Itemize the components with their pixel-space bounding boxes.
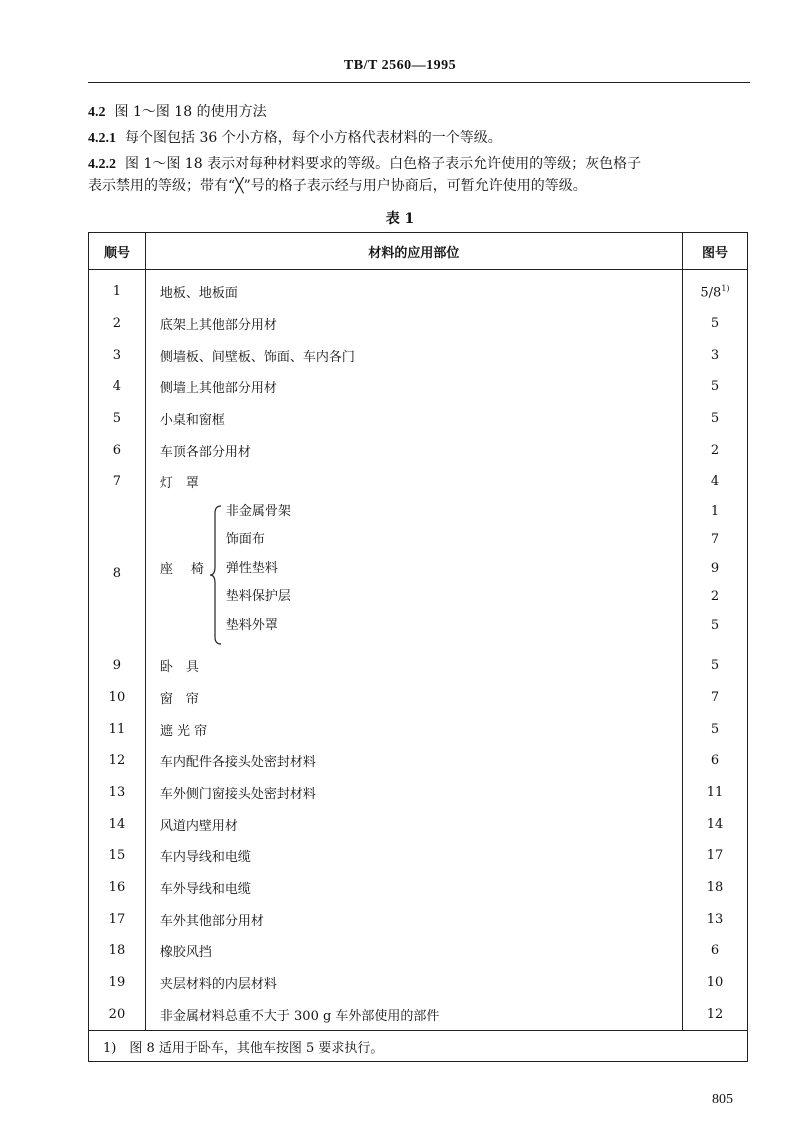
- row-fig: 12: [682, 998, 747, 1030]
- table-row: [89, 403, 748, 435]
- table-row-seat: [89, 498, 748, 650]
- row-fig: 5: [682, 713, 747, 745]
- table-row: [89, 270, 748, 308]
- row-fig: 17: [682, 840, 747, 872]
- table-row: [89, 434, 748, 466]
- table-row: [89, 998, 748, 1030]
- row-part: 夹层材料的内层材料: [145, 967, 682, 999]
- row-fig: 5: [682, 371, 747, 403]
- row-part: 车外侧门窗接头处密封材料: [145, 777, 682, 809]
- header-no: 顺号: [89, 233, 146, 270]
- table-row: [89, 808, 748, 840]
- table-row: [89, 840, 748, 872]
- row-part: 车外其他部分用材: [145, 903, 682, 935]
- row-part: 地板、地板面: [145, 270, 682, 308]
- row-no: 11: [89, 713, 146, 745]
- seat-label: 座椅: [159, 561, 222, 577]
- row-no: 20: [89, 998, 146, 1030]
- row-no: 5: [89, 403, 146, 435]
- table-row: [89, 777, 748, 809]
- seat-sub-list: [226, 498, 291, 641]
- row-part: 非金属材料总重不大于 300 g 车外部使用的部件: [145, 998, 682, 1030]
- table-row: [89, 903, 748, 935]
- footnote-ref: 1): [721, 283, 730, 293]
- seat-sub-item: 垫料外罩: [225, 617, 278, 633]
- section-number: 4.2.2: [88, 157, 116, 172]
- seat-fig: 7: [710, 532, 720, 548]
- row-no: 10: [89, 682, 146, 714]
- row-part: 窗 帘: [145, 682, 682, 714]
- row-part: 小桌和窗框: [145, 403, 682, 435]
- row-part: 车内导线和电缆: [145, 840, 682, 872]
- seat-fig: 5: [710, 617, 720, 633]
- table-row: [89, 339, 748, 371]
- row-fig: 14: [682, 808, 747, 840]
- table-row: [89, 650, 748, 682]
- row-part: 卧 具: [145, 650, 682, 682]
- section-number: 4.2: [88, 105, 106, 120]
- materials-table: [88, 232, 748, 1062]
- table-row: [89, 935, 748, 967]
- row-part: 灯 罩: [145, 466, 682, 498]
- brace-icon: [210, 505, 222, 645]
- row-part: 车顶各部分用材: [145, 434, 682, 466]
- row-fig: [682, 270, 747, 308]
- seat-fig: 2: [710, 589, 720, 605]
- row-fig: 11: [682, 777, 747, 809]
- seat-fig-cell: [682, 498, 747, 650]
- row-no: 2: [89, 308, 146, 340]
- page-number: 805: [712, 1092, 733, 1107]
- table-row: [89, 967, 748, 999]
- header-part: 材料的应用部位: [145, 233, 682, 270]
- row-no: 3: [89, 339, 146, 371]
- table-footnote-row: [89, 1031, 748, 1062]
- row-fig: 10: [682, 967, 747, 999]
- section-text: 图 1～图 18 的使用方法: [114, 104, 267, 120]
- section-number: 4.2.1: [88, 131, 116, 146]
- row-fig: 5: [682, 650, 747, 682]
- row-no: 12: [89, 745, 146, 777]
- header-rule: [88, 82, 750, 83]
- row-fig: 18: [682, 872, 747, 904]
- section-4-2-2-cont: 表示禁用的等级；带有“╳”号的格子表示经与用户协商后，可暂允许使用的等级。: [88, 178, 587, 194]
- row-fig: 6: [682, 745, 747, 777]
- row-part: 侧墙板、间壁板、饰面、车内各门: [145, 339, 682, 371]
- row-part: 车内配件各接头处密封材料: [145, 745, 682, 777]
- table-row: [89, 371, 748, 403]
- row-no: 6: [89, 434, 146, 466]
- row-no: 14: [89, 808, 146, 840]
- seat-sub-item: 垫料保护层: [225, 589, 291, 605]
- fig-value: 5/8: [700, 285, 722, 300]
- row-part: 风道内壁用材: [145, 808, 682, 840]
- row-part: 橡胶风挡: [145, 935, 682, 967]
- row-no: 13: [89, 777, 146, 809]
- seat-sub-item: 饰面布: [225, 532, 265, 548]
- row-fig: 5: [682, 308, 747, 340]
- row-no: 18: [89, 935, 146, 967]
- table-row: [89, 745, 748, 777]
- row-no: 7: [89, 466, 146, 498]
- header-fig: 图号: [682, 233, 747, 270]
- row-fig: 13: [682, 903, 747, 935]
- seat-fig: 9: [710, 560, 720, 576]
- section-4-2-1: [88, 128, 753, 149]
- row-part: 底架上其他部分用材: [145, 308, 682, 340]
- row-no: 4: [89, 371, 146, 403]
- row-no: 1: [89, 270, 146, 308]
- row-part: 车外导线和电缆: [145, 872, 682, 904]
- row-part: 遮 光 帘: [145, 713, 682, 745]
- row-fig: 6: [682, 935, 747, 967]
- page-header: TB/T 2560—1995: [343, 58, 457, 73]
- seat-sub-item: 非金属骨架: [225, 503, 291, 519]
- seat-part-cell: [145, 498, 682, 650]
- row-fig: 3: [682, 339, 747, 371]
- table-row: [89, 872, 748, 904]
- section-text: 图 1～图 18 表示对每种材料要求的等级。白色格子表示允许使用的等级；灰色格子: [125, 156, 642, 172]
- section-4-2-2: [88, 154, 753, 175]
- table-row: [89, 308, 748, 340]
- table-row: [89, 713, 748, 745]
- row-fig: 5: [682, 403, 747, 435]
- row-no: 15: [89, 840, 146, 872]
- row-part: 侧墙上其他部分用材: [145, 371, 682, 403]
- section-4-2: [88, 102, 753, 123]
- row-no: 16: [89, 872, 146, 904]
- row-no: 17: [89, 903, 146, 935]
- row-no: 9: [89, 650, 146, 682]
- table-row: [89, 682, 748, 714]
- row-fig: 4: [682, 466, 747, 498]
- row-fig: 7: [682, 682, 747, 714]
- row-fig: 2: [682, 434, 747, 466]
- table-title: 表 1: [385, 211, 415, 227]
- seat-sub-item: 弹性垫料: [225, 560, 278, 576]
- section-text: 每个图包括 36 个小方格，每个小方格代表材料的一个等级。: [125, 130, 502, 146]
- table-row: [89, 466, 748, 498]
- row-no: 8: [89, 498, 146, 650]
- row-no: 19: [89, 967, 146, 999]
- table-footnote: 1) 图 8 适用于卧车，其他车按图 5 要求执行。: [89, 1031, 748, 1062]
- seat-fig: 1: [710, 503, 720, 519]
